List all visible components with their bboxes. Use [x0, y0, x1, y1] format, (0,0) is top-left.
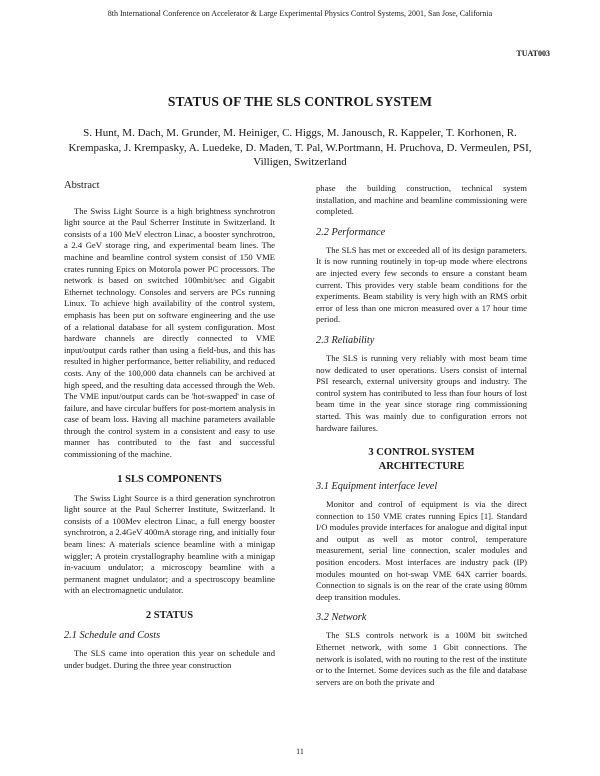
paper-code: TUAT003: [516, 49, 550, 58]
section-3-1-heading: 3.1 Equipment interface level: [316, 481, 438, 493]
section-2-3-heading: 2.3 Reliability: [316, 334, 375, 346]
section-3-heading-line1: 3 CONTROL SYSTEM: [368, 447, 475, 459]
page-number: 11: [296, 747, 304, 756]
section-2-1-heading: 2.1 Schedule and Costs: [64, 630, 161, 641]
section-3-2-text: The SLS controls network is a 100M bit switched Ethernet network, with some 1 Gbit connections. The network is isolated, with no routing to the rest of the institute or to the Internet. Some devices such as the file and database servers are on both the private and: [316, 630, 527, 687]
section-3-heading-line2: ARCHITECTURE: [378, 461, 465, 473]
section-3-1-text: Monitor and control of equipment is via the direct connection to 150 VME crates running Epics [1]. Standard I/O modules provide interfaces for analogue and digital input and output as well as motor control, temperature measurement, serial line connection, scaler modules and position encoders. Most interfaces are industry pack (IP) modules mounted on hot-swap VME 64X carrier boards. Connection to signals is on the rear of the crate using 80mm deep transition modules.: [316, 499, 527, 602]
paper-title: STATUS OF THE SLS CONTROL SYSTEM: [167, 94, 433, 109]
author-list: S. Hunt, M. Dach, M. Grunder, M. Heiniger, C. Higgs, M. Janousch, R. Kappeler, T. Korhonen, R. Krempaska, J. Krempasky, A. Luedeke, D. Maden, T. Pal, W.Portmann, H. Pruchova, D. Vermeulen, PSI, Villigen, Switzerland: [68, 127, 532, 168]
section-1-text: The Swiss Light Source is a third generation synchrotron light source at the Paul Scherrer Institute, Switzerland. It consists of a 100Mev electron Linac, a full energy booster synchrotron, a 2.4GeV 400mA storage ring, and initially four beam lines: A materials science beamline with a minigap wiggler; A protein crystallography beamline with a minigap in-vacuum undulator; a microscopy beamline with a permanent magnet undulator; and a spectroscopy beamline with an electromagnetic undulator.: [64, 492, 275, 596]
section-2-2-heading: 2.2 Performance: [316, 226, 386, 238]
section-2-1-text: The SLS came into operation this year on schedule and under budget. During the three year construction: [64, 648, 275, 670]
section-2-2-text: The SLS has met or exceeded all of its design parameters. It is now running routinely in top-up mode where electrons are injected every few seconds to ensure a constant beam current. This provides very stable beam conditions for the experiments. Beam stability is very high with an RMS orbit error of less than one micron measured over a 17 hour time period.: [316, 244, 527, 325]
section-3-2-heading: 3.2 Network: [316, 612, 367, 624]
left-column: [64, 180, 275, 671]
section-2-heading: 2 STATUS: [145, 610, 194, 621]
section-2-3-text: The SLS is running very reliably with most beam time now dedicated to user operations. Users consist of internal PSI research, external university groups and industry. The control system has contributed to less than four hours of lost beam time in the year since storage ring commissioning started. This was mainly due to configuration errors not hardware failures.: [316, 352, 527, 433]
abstract-heading: Abstract: [64, 180, 100, 191]
conference-header: 8th International Conference on Accelerator & Large Experimental Physics Control Systems, 2001, San Jose, California: [107, 9, 493, 18]
abstract-text: The Swiss Light Source is a high brightness synchrotron light source at the Paul Scherrer Institute in Switzerland. It consists of a 100 MeV electron Linac, a booster synchrotron, a 2.4 GeV storage ring, and experimental beam lines. The machine and beamline control system consist of 150 VME crates running Epics on Motorola power PC processors. The network is based on switched 100mbit/sec and Gigabit Ethernet technology. Consoles and servers are PCs running Linux. To achieve high availability of the control system, emphasis has been put on software engineering and the use of a relational database for all system configuration. Most hardware channels are directly connected to VME input/output cards rather than using a field-bus, and this has resulted in higher performance, better reliability, and reduced costs. Any of the 100,000 data channels can be archived at high speed, and the resulting data accessed through the Web. The VME input/output cards can be 'hot-swapped' in case of failure, and have circular buffers for post-mortem analysis in case of beam loss. Having all machine parameters available through the control system in a consistent and easy to use manner has contributed to the fast and successful commissioning of the machine.: [64, 205, 275, 460]
right-column: [316, 183, 527, 688]
section-1-heading: 1 SLS COMPONENTS: [117, 473, 222, 485]
section-2-1-continued: phase the building construction, technical system installation, and machine and beamline commissioning were completed.: [316, 183, 527, 217]
